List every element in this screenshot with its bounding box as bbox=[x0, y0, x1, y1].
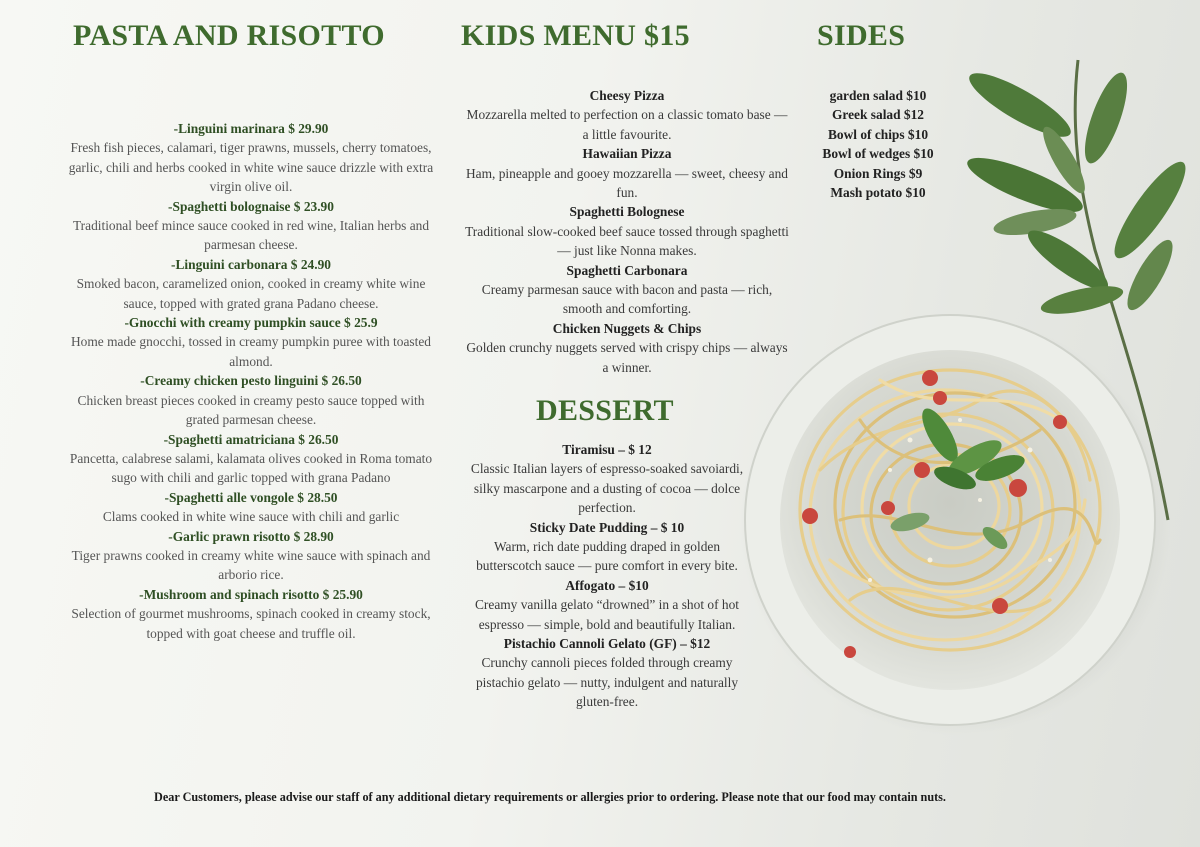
menu-item-name: -Garlic prawn risotto $ 28.90 bbox=[168, 528, 334, 544]
dessert-list bbox=[462, 440, 752, 712]
menu-item-name: Chicken Nuggets & Chips bbox=[552, 320, 702, 336]
side-item: Bowl of chips $10 bbox=[827, 126, 929, 142]
menu-item-name: Sticky Date Pudding – $ 10 bbox=[529, 519, 685, 535]
spaghetti-plate-illustration bbox=[720, 40, 1200, 780]
menu-item-name: Spaghetti Bolognese bbox=[569, 204, 685, 220]
menu-item-name: -Linguini carbonara $ 24.90 bbox=[171, 256, 331, 272]
menu-item-description: Traditional beef mince sauce cooked in red wine, Italian herbs and parmesan cheese. bbox=[72, 218, 430, 253]
menu-item-name: -Mushroom and spinach risotto $ 25.90 bbox=[139, 586, 363, 602]
allergy-notice: Dear Customers, please advise our staff of any additional dietary requirements or allergies prior to ordering. Please note that our food may contain nuts. bbox=[154, 790, 946, 804]
menu-item-description: Crunchy cannoli pieces folded through creamy pistachio gelato — nutty, indulgent and naturally gluten-free. bbox=[475, 655, 739, 710]
menu-item-description: Ham, pineapple and gooey mozzarella — sweet, cheesy and fun. bbox=[466, 165, 788, 201]
menu-item-description: Tiger prawns cooked in creamy white wine sauce with spinach and arborio rice. bbox=[71, 547, 431, 583]
menu-item-description: Clams cooked in white wine sauce with chili and garlic bbox=[102, 509, 400, 525]
menu-item-description: Golden crunchy nuggets served with crispy chips — always a winner. bbox=[466, 340, 788, 375]
menu-item-name: -Spaghetti bolognaise $ 23.90 bbox=[168, 198, 334, 214]
pasta-heading: PASTA AND RISOTTO bbox=[73, 19, 385, 52]
menu-item-name: -Linguini marinara $ 29.90 bbox=[173, 121, 329, 136]
menu-item-description: Traditional slow-cooked beef sauce tossed through spaghetti — just like Nonna makes. bbox=[465, 223, 789, 259]
menu-item-name: Tiramisu – $ 12 bbox=[562, 442, 652, 457]
menu-item-name: -Spaghetti alle vongole $ 28.50 bbox=[164, 489, 338, 505]
menu-item-name: Spaghetti Carbonara bbox=[566, 262, 688, 278]
menu-item-description: Classic Italian layers of espresso-soaked savoiardi, silky mascarpone and a dusting of cocoa — dolce perfection. bbox=[470, 461, 744, 516]
menu-item-name: -Gnocchi with creamy pumpkin sauce $ 25.9 bbox=[124, 315, 378, 331]
side-item: Mash potato $10 bbox=[830, 185, 926, 201]
side-item: garden salad $10 bbox=[829, 88, 927, 103]
menu-item-description: Creamy vanilla gelato “drowned” in a shot of hot espresso — simple, bold and beautifully Italian. bbox=[474, 597, 739, 632]
menu-item-description: Selection of gourmet mushrooms, spinach cooked in creamy stock, topped with goat cheese and truffle oil. bbox=[71, 606, 431, 641]
menu-item-description: Home made gnocchi, tossed in creamy pumpkin puree with toasted almond. bbox=[71, 334, 431, 369]
dessert-heading: DESSERT bbox=[536, 394, 674, 427]
menu-item-name: Pistachio Cannoli Gelato (GF) – $12 bbox=[503, 636, 711, 652]
menu-item-description: Warm, rich date pudding draped in golden butterscotch sauce — pure comfort in every bite. bbox=[476, 539, 738, 574]
sides-heading: SIDES bbox=[817, 19, 906, 52]
menu-item-description: Creamy parmesan sauce with bacon and pasta — rich, smooth and comforting. bbox=[481, 282, 773, 317]
side-item: Greek salad $12 bbox=[831, 107, 924, 123]
menu-item-name: -Spaghetti amatriciana $ 26.50 bbox=[163, 431, 339, 447]
menu-item-name: Hawaiian Pizza bbox=[582, 146, 672, 162]
menu-item-description: Mozzarella melted to perfection on a classic tomato base — a little favourite. bbox=[466, 107, 788, 142]
menu-item-description: Chicken breast pieces cooked in creamy pesto sauce topped with grated parmesan cheese. bbox=[77, 392, 425, 428]
pasta-list bbox=[62, 119, 440, 643]
side-item: Bowl of wedges $10 bbox=[822, 146, 934, 162]
menu-item-description: Fresh fish pieces, calamari, tiger prawns, mussels, cherry tomatoes, garlic, chili and herbs cooked in white wine sauce drizzle with extra virgin olive oil. bbox=[68, 140, 434, 195]
menu-item-name: Affogato – $10 bbox=[565, 577, 649, 593]
menu-item-description: Pancetta, calabrese salami, kalamata olives cooked in Roma tomato sugo with chili and garlic topped with grana Padano bbox=[69, 450, 433, 486]
menu-item-description: Smoked bacon, caramelized onion, cooked in creamy white wine sauce, topped with grated grana Padano cheese. bbox=[76, 276, 426, 311]
menu-item-name: Cheesy Pizza bbox=[589, 88, 665, 103]
menu-item-name: -Creamy chicken pesto linguini $ 26.50 bbox=[140, 373, 362, 389]
side-item: Onion Rings $9 bbox=[833, 165, 923, 181]
kids-heading: KIDS MENU $15 bbox=[461, 19, 690, 52]
